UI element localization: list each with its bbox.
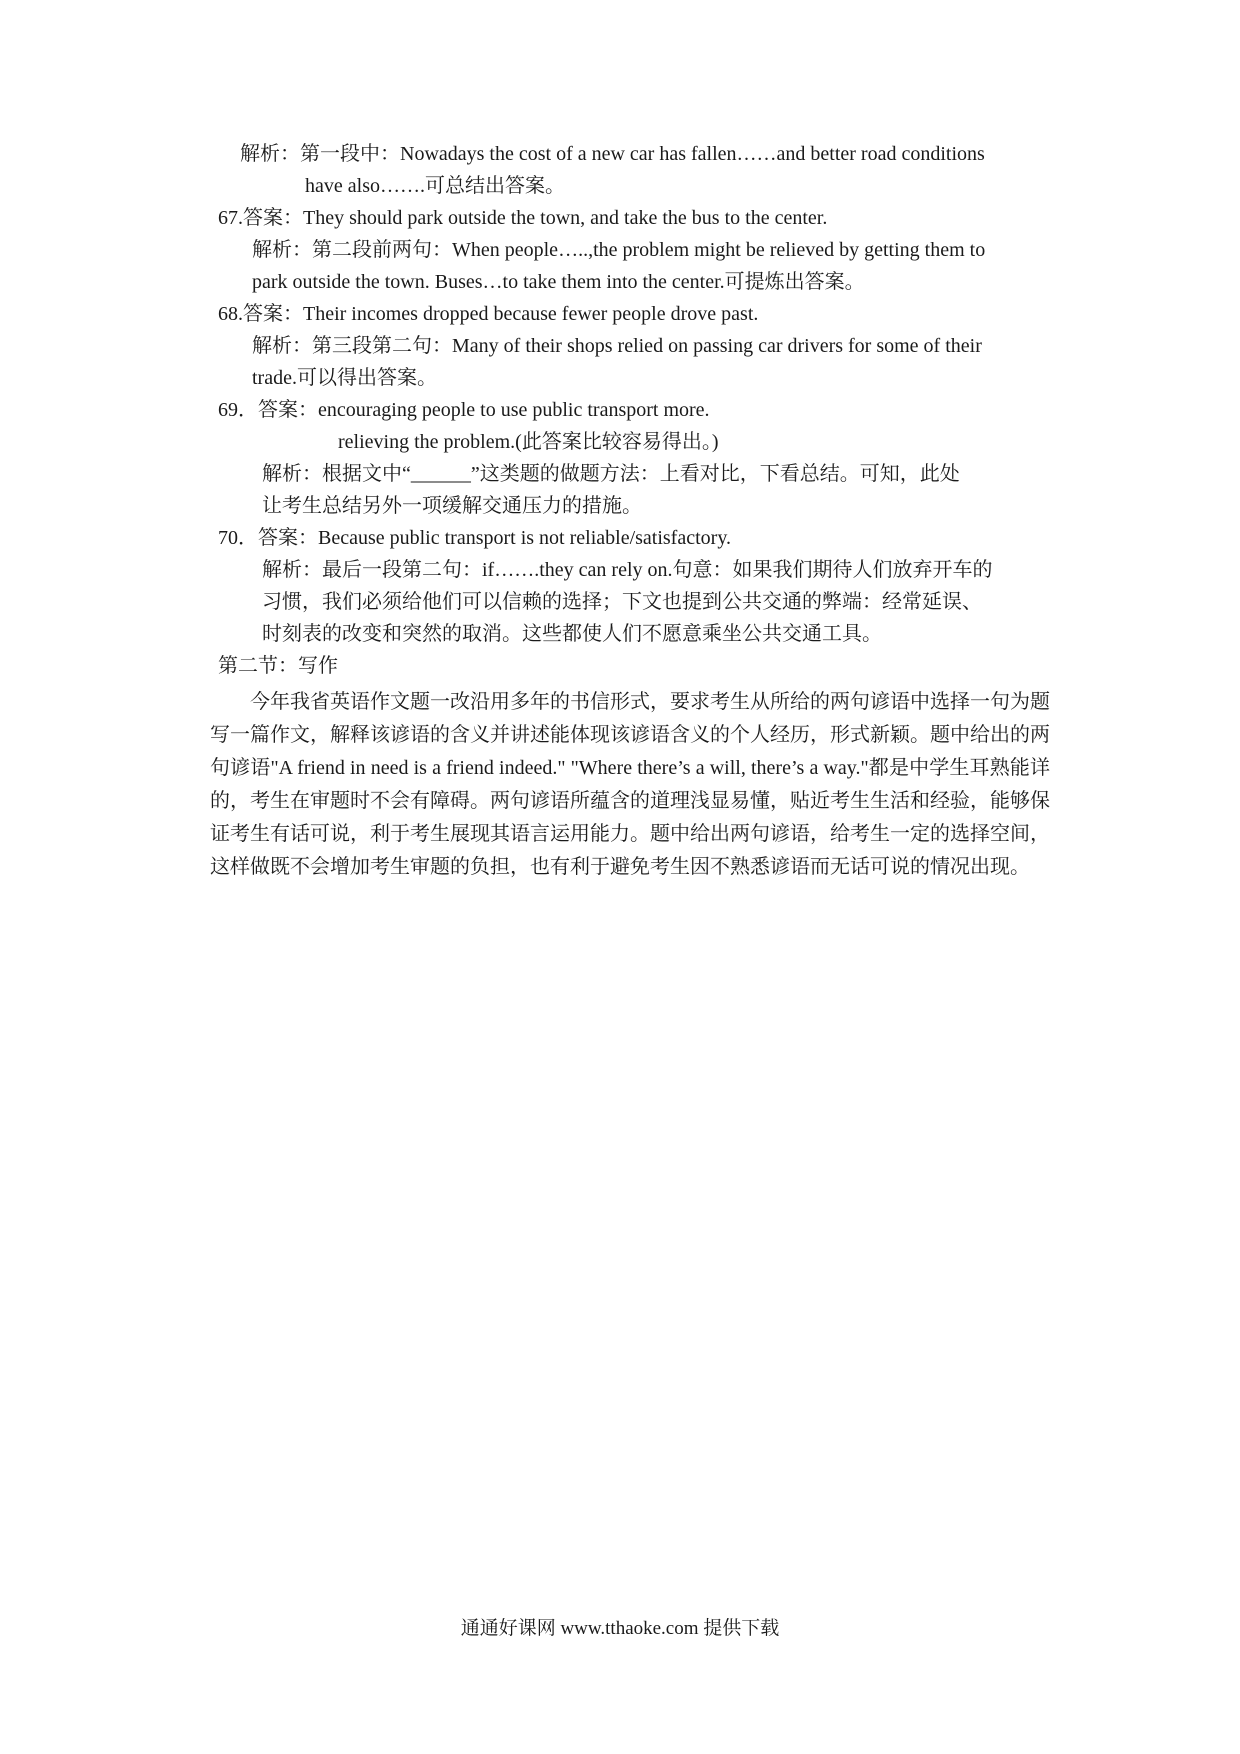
section-heading-writing: 第二节：写作: [218, 655, 338, 677]
q70-analysis-line-2: 习惯，我们必须给他们可以信赖的选择；下文也提到公共交通的弊端：经常延误、: [262, 591, 982, 613]
q68-analysis-line-1: 解析：第三段第二句：Many of their shops relied on passing car drivers for some of their: [252, 335, 982, 357]
q69-answer-line-2: relieving the problem.(此答案比较容易得出。): [338, 431, 719, 453]
q69-analysis-line-1: 解析：根据文中“______”这类题的做题方法：上看对比，下看总结。可知，此处: [262, 463, 960, 485]
q70-analysis-line-1: 解析：最后一段第二句：if…….they can rely on.句意：如果我们期待人们放弃开车的: [262, 559, 993, 581]
q69-answer-line-1: 69．答案：encouraging people to use public transport more.: [218, 399, 710, 421]
q67-answer: 67.答案：They should park outside the town, and take the bus to the center.: [218, 207, 828, 229]
q70-answer: 70．答案：Because public transport is not reliable/satisfactory.: [218, 527, 732, 549]
writing-commentary-paragraph: 今年我省英语作文题一改沿用多年的书信形式，要求考生从所给的两句谚语中选择一句为题写一篇作文，解释该谚语的含义并讲述能体现该谚语含义的个人经历，形式新颖。题中给出的两句谚语"A friend in need is a friend indeed." "Where there’s a will, there’s a way."都是中学生耳熟能详的，考生在审题时不会有障碍。两句谚语所蕴含的道理浅显易懂，贴近考生生活和经验，能够保证考生有话可说，利于考生展现其语言运用能力。题中给出两句谚语，给考生一定的选择空间，这样做既不会增加考生审题的负担，也有利于避免考生因不熟悉谚语而无话可说的情况出现。: [210, 691, 1050, 878]
q68-answer: 68.答案：Their incomes dropped because fewer people drove past.: [218, 303, 759, 325]
q68-analysis-line-2: trade.可以得出答案。: [252, 367, 437, 389]
q67-analysis-line-2: park outside the town. Buses…to take them into the center.可提炼出答案。: [252, 271, 865, 293]
q66-analysis-line-2: have also…….可总结出答案。: [305, 175, 565, 197]
q66-analysis-line-1: 解析：第一段中：Nowadays the cost of a new car has fallen……and better road conditions: [240, 143, 985, 165]
page-footer: 通通好课网 www.tthaoke.com 提供下载: [460, 1618, 780, 1639]
q69-analysis-line-2: 让考生总结另外一项缓解交通压力的措施。: [262, 495, 642, 517]
q70-analysis-line-3: 时刻表的改变和突然的取消。这些都使人们不愿意乘坐公共交通工具。: [262, 623, 882, 645]
q67-analysis-line-1: 解析：第二段前两句：When people…..,the problem might be relieved by getting them to: [252, 239, 986, 261]
